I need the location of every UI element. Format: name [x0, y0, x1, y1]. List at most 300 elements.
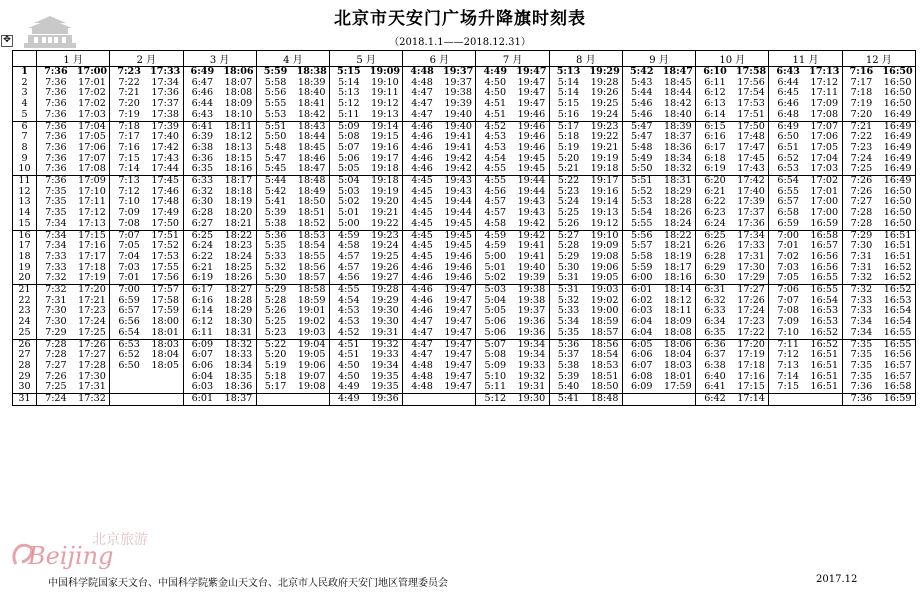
flag-lowering-time: 18:55: [294, 252, 329, 263]
flag-lowering-time: 19:02: [587, 296, 622, 307]
flag-lowering-time: 19:30: [368, 317, 403, 328]
flag-lowering-time: 18:45: [294, 143, 329, 154]
flag-raising-time: 6:09: [630, 382, 653, 393]
flag-lowering-time: 18:36: [221, 382, 256, 393]
flag-raising-time: 5:05: [338, 164, 360, 175]
flag-lowering-time: 16:51: [880, 241, 915, 252]
flag-lowering-time: 18:37: [221, 394, 256, 406]
flag-lowering-time: 18:26: [661, 208, 696, 219]
flag-raising-time: 7:23: [850, 142, 873, 153]
flag-raising-time: 7:30: [850, 241, 873, 252]
flag-lowering-time: 19:22: [587, 132, 622, 143]
flag-raising-time: 7:36: [45, 109, 67, 120]
flag-raising-time: 4:55: [476, 176, 514, 187]
table-row: [13, 382, 916, 393]
flag-raising-time: 5:36: [549, 339, 587, 350]
flag-lowering-time: 16:56: [807, 252, 842, 263]
month-header-12: 12 月: [842, 51, 915, 67]
flag-lowering-time: 18:03: [148, 339, 183, 350]
flag-lowering-time: 18:24: [221, 252, 256, 263]
flag-raising-time: 7:22: [118, 77, 140, 88]
flag-raising-time: 4:47: [411, 327, 433, 338]
flag-lowering-time: 18:47: [294, 164, 329, 175]
flag-lowering-time: 17:33: [734, 241, 769, 252]
flag-lowering-time: 19:17: [587, 176, 622, 187]
flag-lowering-time: 18:30: [221, 317, 256, 328]
flag-raising-time: 7:36: [45, 132, 67, 143]
table-row: [13, 241, 916, 252]
flag-raising-time: 6:05: [622, 339, 660, 350]
flag-lowering-time: 17:39: [734, 197, 769, 208]
flag-lowering-time: 17:37: [148, 99, 183, 110]
flag-lowering-time: 18:01: [661, 372, 696, 383]
flag-raising-time: 6:22: [191, 251, 214, 262]
flag-raising-time: 7:07: [110, 230, 148, 241]
flag-raising-time: 7:16: [842, 67, 880, 78]
flag-raising-time: 4:46: [411, 273, 433, 284]
flag-lowering-time: 17:24: [75, 317, 110, 328]
flag-lowering-time: [148, 382, 183, 393]
flag-lowering-time: 18:46: [294, 154, 329, 165]
flag-lowering-time: 18:34: [221, 361, 256, 372]
flag-lowering-time: 18:42: [294, 110, 329, 121]
flag-lowering-time: 19:36: [368, 394, 403, 406]
flag-lowering-time: 18:10: [221, 110, 256, 121]
flag-lowering-time: 17:59: [661, 382, 696, 393]
flag-raising-time: 5:52: [630, 186, 653, 197]
table-row: [13, 197, 916, 208]
flag-raising-time: 5:45: [264, 164, 287, 175]
flag-lowering-time: 18:09: [221, 99, 256, 110]
flag-lowering-time: 19:36: [514, 317, 549, 328]
flag-raising-time: 6:20: [696, 176, 734, 187]
flag-lowering-time: 19:21: [368, 208, 403, 219]
flag-raising-time: 7:03: [118, 262, 140, 273]
flag-lowering-time: 18:17: [221, 176, 256, 187]
flag-raising-time: 5:00: [338, 218, 360, 229]
month-header-3: 3 月: [183, 51, 256, 67]
flag-lowering-time: 18:06: [221, 67, 256, 78]
flag-raising-time: 6:49: [769, 121, 807, 132]
flag-lowering-time: 17:22: [734, 328, 769, 339]
flag-lowering-time: 19:29: [368, 296, 403, 307]
flag-lowering-time: 18:41: [294, 99, 329, 110]
flag-lowering-time: 17:13: [807, 67, 842, 78]
flag-raising-time: 4:56: [484, 186, 507, 197]
flag-lowering-time: 18:35: [221, 372, 256, 383]
flag-raising-time: 5:44: [256, 176, 294, 187]
flag-lowering-time: 19:47: [441, 382, 476, 393]
flag-raising-time: 6:37: [704, 350, 726, 361]
flag-raising-time: 6:17: [704, 142, 726, 153]
flag-raising-time: 5:53: [264, 109, 287, 120]
flag-raising-time: 4:47: [411, 88, 433, 99]
flag-lowering-time: 17:57: [148, 285, 183, 296]
flag-lowering-time: 19:40: [514, 263, 549, 274]
flag-lowering-time: 17:03: [75, 110, 110, 121]
flag-lowering-time: 17:11: [807, 88, 842, 99]
flag-lowering-time: 18:29: [221, 306, 256, 317]
table-row: [13, 306, 916, 317]
flag-lowering-time: 19:47: [441, 285, 476, 296]
flag-lowering-time: 17:09: [75, 176, 110, 187]
flag-lowering-time: 18:22: [661, 230, 696, 241]
day-number: 2: [13, 78, 37, 89]
flag-raising-time: 5:37: [557, 350, 580, 361]
flag-lowering-time: 19:17: [368, 154, 403, 165]
flag-raising-time: 5:01: [338, 208, 360, 219]
flag-lowering-time: 17:10: [75, 187, 110, 198]
flag-lowering-time: 18:32: [221, 339, 256, 350]
flag-lowering-time: 19:36: [514, 328, 549, 339]
flag-raising-time: 6:15: [696, 121, 734, 132]
flag-raising-time: 5:28: [264, 295, 287, 306]
flag-lowering-time: 16:55: [807, 273, 842, 284]
flag-raising-time: 5:08: [484, 350, 507, 361]
flag-raising-time: 5:00: [484, 251, 507, 262]
flag-lowering-time: 16:58: [807, 230, 842, 241]
flag-raising-time: 7:36: [850, 382, 873, 393]
flag-lowering-time: 16:55: [807, 285, 842, 296]
flag-lowering-time: 17:21: [75, 296, 110, 307]
flag-raising-time: 4:54: [484, 153, 507, 164]
flag-raising-time: 5:13: [549, 67, 587, 78]
day-number: 26: [13, 339, 37, 350]
flag-raising-time: 4:47: [411, 109, 433, 120]
flag-raising-time: 7:28: [37, 339, 75, 350]
flag-lowering-time: 16:49: [880, 121, 915, 132]
flag-raising-time: 7:30: [45, 306, 67, 317]
flag-raising-time: 6:46: [191, 88, 214, 99]
flag-lowering-time: 18:29: [661, 187, 696, 198]
flag-raising-time: 7:10: [118, 197, 140, 208]
flag-raising-time: 4:45: [411, 251, 433, 262]
flag-raising-time: 5:56: [264, 88, 287, 99]
flag-lowering-time: 19:10: [368, 78, 403, 89]
table-row: [13, 154, 916, 165]
flag-raising-time: 5:51: [622, 176, 660, 187]
flag-raising-time: 5:15: [557, 99, 580, 110]
flag-raising-time: 6:33: [704, 306, 726, 317]
publish-date: 2017.12: [816, 574, 858, 585]
flag-raising-time: 7:36: [45, 99, 67, 110]
flag-raising-time: 5:24: [557, 197, 580, 208]
flag-raising-time: 6:14: [191, 306, 214, 317]
flag-raising-time: 4:53: [338, 306, 360, 317]
flag-lowering-time: 17:51: [734, 110, 769, 121]
flag-raising-time: 6:44: [777, 77, 799, 88]
flag-lowering-time: 18:57: [587, 328, 622, 339]
flag-lowering-time: 18:42: [661, 99, 696, 110]
table-row: [13, 252, 916, 263]
month-header-1: 1 月: [37, 51, 110, 67]
flag-lowering-time: [661, 394, 696, 406]
flag-raising-time: 6:50: [777, 132, 799, 143]
flag-lowering-time: 17:56: [734, 78, 769, 89]
flag-lowering-time: [148, 372, 183, 383]
flag-lowering-time: 19:43: [514, 197, 549, 208]
table-row: [13, 339, 916, 350]
flag-lowering-time: 16:49: [880, 154, 915, 165]
flag-lowering-time: 17:59: [148, 306, 183, 317]
flag-raising-time: 6:36: [696, 339, 734, 350]
flag-lowering-time: 18:11: [221, 121, 256, 132]
flag-lowering-time: 18:22: [221, 230, 256, 241]
flag-raising-time: 7:36: [842, 394, 880, 406]
flag-lowering-time: 17:02: [75, 88, 110, 99]
flag-lowering-time: 19:38: [441, 88, 476, 99]
flag-raising-time: 5:47: [264, 153, 287, 164]
flag-raising-time: 7:20: [850, 109, 873, 120]
day-number: 17: [13, 241, 37, 252]
flag-lowering-time: 17:28: [75, 361, 110, 372]
flag-raising-time: 4:51: [338, 350, 360, 361]
flag-raising-time: 4:49: [476, 67, 514, 78]
flag-lowering-time: 19:16: [587, 187, 622, 198]
flag-raising-time: 4:50: [484, 77, 507, 88]
flag-lowering-time: 16:51: [880, 230, 915, 241]
month-header-4: 4 月: [256, 51, 329, 67]
flag-lowering-time: 17:18: [734, 361, 769, 372]
flag-raising-time: 7:03: [777, 262, 799, 273]
flag-lowering-time: 17:00: [807, 208, 842, 219]
flag-raising-time: 7:26: [842, 176, 880, 187]
flag-raising-time: 6:52: [777, 153, 799, 164]
flag-lowering-time: 17:20: [75, 285, 110, 296]
flag-raising-time: 5:12: [338, 99, 360, 110]
flag-lowering-time: 17:12: [75, 208, 110, 219]
flag-lowering-time: 19:09: [368, 67, 403, 78]
flag-lowering-time: 19:45: [514, 154, 549, 165]
flag-raising-time: 5:19: [264, 360, 287, 371]
flag-raising-time: 5:19: [557, 142, 580, 153]
flag-lowering-time: 16:52: [880, 285, 915, 296]
day-number: 30: [13, 382, 37, 393]
flag-raising-time: 6:52: [118, 350, 140, 361]
flag-raising-time: 6:32: [704, 295, 726, 306]
flag-raising-time: 6:33: [183, 176, 221, 187]
flag-raising-time: 5:11: [484, 382, 507, 393]
month-header-8: 8 月: [549, 51, 622, 67]
flag-raising-time: 5:53: [630, 197, 653, 208]
flag-raising-time: 5:35: [557, 327, 580, 338]
flag-lowering-time: 19:42: [441, 154, 476, 165]
flag-raising-time: 4:53: [484, 142, 507, 153]
flag-lowering-time: 18:40: [294, 88, 329, 99]
flag-raising-time: 6:07: [630, 360, 653, 371]
flag-lowering-time: 19:47: [441, 296, 476, 307]
flag-raising-time: 5:04: [484, 295, 507, 306]
table-row: [13, 67, 916, 78]
flag-lowering-time: 18:52: [294, 219, 329, 230]
flag-raising-time: 5:30: [264, 273, 287, 284]
flag-lowering-time: 17:43: [148, 154, 183, 165]
flag-raising-time: 4:47: [411, 317, 433, 328]
flag-lowering-time: 19:23: [587, 121, 622, 132]
day-number: 29: [13, 372, 37, 383]
day-number: 9: [13, 154, 37, 165]
flag-raising-time: 5:28: [557, 241, 580, 252]
flag-lowering-time: 16:56: [807, 263, 842, 274]
flag-raising-time: 7:24: [37, 394, 75, 406]
flag-raising-time: 5:25: [264, 317, 287, 328]
flag-lowering-time: 18:56: [587, 339, 622, 350]
table-row: [13, 394, 916, 406]
flag-raising-time: 4:47: [411, 350, 433, 361]
flag-raising-time: 5:40: [557, 382, 580, 393]
flag-lowering-time: 17:45: [148, 176, 183, 187]
flag-schedule-table: [12, 50, 916, 406]
flag-lowering-time: 16:53: [880, 296, 915, 307]
flag-raising-time: 7:04: [118, 251, 140, 262]
flag-lowering-time: 18:59: [294, 296, 329, 307]
flag-raising-time: 4:52: [338, 327, 360, 338]
flag-raising-time: 5:05: [484, 306, 507, 317]
flag-lowering-time: 18:07: [221, 78, 256, 89]
flag-raising-time: 6:59: [118, 295, 140, 306]
flag-raising-time: 7:20: [118, 99, 140, 110]
flag-raising-time: 4:45: [411, 186, 433, 197]
flag-raising-time: 5:58: [264, 77, 287, 88]
flag-raising-time: 5:59: [630, 262, 653, 273]
flag-lowering-time: 19:43: [441, 187, 476, 198]
flag-lowering-time: 16:51: [807, 350, 842, 361]
flag-lowering-time: 18:04: [148, 350, 183, 361]
page-title: 北京市天安门广场升降旗时刻表: [334, 9, 586, 29]
flag-raising-time: 6:21: [191, 262, 214, 273]
flag-lowering-time: 18:45: [661, 78, 696, 89]
flag-raising-time: 6:56: [118, 317, 140, 328]
flag-raising-time: 6:38: [704, 360, 726, 371]
flag-raising-time: 6:38: [191, 142, 214, 153]
flag-lowering-time: 19:47: [441, 361, 476, 372]
flag-lowering-time: 19:47: [441, 306, 476, 317]
flag-raising-time: 5:10: [484, 371, 507, 382]
flag-lowering-time: 19:40: [441, 121, 476, 132]
flag-raising-time: 7:34: [45, 241, 67, 252]
flag-raising-time: 5:32: [264, 262, 287, 273]
flag-raising-time: 4:53: [484, 132, 507, 143]
flag-lowering-time: 17:55: [148, 263, 183, 274]
flag-lowering-time: 16:57: [880, 372, 915, 383]
flag-raising-time: 4:58: [484, 218, 507, 229]
flag-lowering-time: 19:05: [587, 273, 622, 284]
flag-lowering-time: 19:18: [587, 164, 622, 175]
flag-raising-time: 7:28: [850, 208, 873, 219]
flag-lowering-time: 17:26: [734, 296, 769, 307]
flag-raising-time: 7:09: [118, 208, 140, 219]
flag-raising-time: 6:28: [191, 208, 214, 219]
flag-lowering-time: 19:47: [514, 99, 549, 110]
day-number: 15: [13, 219, 37, 230]
flag-raising-time: 6:43: [191, 109, 214, 120]
flag-raising-time: 7:11: [769, 339, 807, 350]
flag-lowering-time: 19:37: [514, 306, 549, 317]
day-number: 5: [13, 110, 37, 121]
flag-raising-time: 4:48: [411, 382, 433, 393]
flag-lowering-time: 19:31: [368, 328, 403, 339]
flag-raising-time: 7:28: [45, 350, 67, 361]
flag-lowering-time: 19:42: [441, 164, 476, 175]
flag-raising-time: 4:55: [484, 164, 507, 175]
flag-raising-time: 6:59: [777, 218, 799, 229]
flag-lowering-time: 19:35: [368, 382, 403, 393]
flag-raising-time: 7:36: [45, 77, 67, 88]
flag-lowering-time: 17:05: [807, 143, 842, 154]
flag-raising-time: 4:46: [411, 295, 433, 306]
day-number: 1: [13, 67, 37, 78]
flag-lowering-time: 19:33: [368, 350, 403, 361]
flag-raising-time: 4:51: [330, 339, 368, 350]
flag-lowering-time: 19:41: [441, 143, 476, 154]
flag-raising-time: 6:30: [704, 273, 726, 284]
day-header-cell: [13, 51, 37, 67]
day-number: 31: [13, 394, 37, 406]
flag-lowering-time: 17:54: [734, 88, 769, 99]
table-row: [13, 263, 916, 274]
flag-lowering-time: 18:15: [221, 154, 256, 165]
table-move-handle-icon[interactable]: ✥: [1, 35, 13, 47]
day-number: 18: [13, 252, 37, 263]
flag-lowering-time: 17:04: [75, 121, 110, 132]
flag-raising-time: 7:28: [850, 218, 873, 229]
flag-raising-time: 5:33: [557, 306, 580, 317]
flag-lowering-time: 18:13: [221, 143, 256, 154]
flag-lowering-time: 18:39: [661, 121, 696, 132]
table-row: [13, 208, 916, 219]
flag-lowering-time: 17:14: [734, 394, 769, 406]
flag-lowering-time: 19:28: [368, 285, 403, 296]
flag-lowering-time: 17:32: [75, 394, 110, 406]
flag-raising-time: 7:34: [850, 327, 873, 338]
flag-lowering-time: 19:47: [441, 317, 476, 328]
flag-raising-time: 7:33: [850, 306, 873, 317]
flag-lowering-time: 18:51: [587, 372, 622, 383]
flag-raising-time: 7:21: [842, 121, 880, 132]
flag-raising-time: 7:07: [777, 295, 799, 306]
flag-raising-time: 4:57: [484, 197, 507, 208]
month-header-6: 6 月: [403, 51, 476, 67]
flag-raising-time: 7:36: [45, 153, 67, 164]
flag-raising-time: 5:39: [264, 208, 287, 219]
flag-raising-time: 6:01: [622, 285, 660, 296]
flag-lowering-time: 18:21: [221, 219, 256, 230]
day-number: 6: [13, 121, 37, 132]
flag-lowering-time: 19:46: [514, 143, 549, 154]
day-number: 13: [13, 197, 37, 208]
flag-lowering-time: 19:00: [587, 306, 622, 317]
flag-lowering-time: 19:34: [514, 350, 549, 361]
flag-raising-time: 5:34: [557, 317, 580, 328]
flag-lowering-time: 18:33: [221, 350, 256, 361]
flag-raising-time: 7:17: [118, 132, 140, 143]
flag-lowering-time: 19:19: [368, 187, 403, 198]
flag-lowering-time: 16:50: [880, 67, 915, 78]
flag-lowering-time: 18:32: [661, 164, 696, 175]
flag-raising-time: 4:50: [338, 360, 360, 371]
flag-lowering-time: 17:53: [734, 99, 769, 110]
flag-lowering-time: 16:54: [807, 296, 842, 307]
flag-raising-time: 6:57: [118, 306, 140, 317]
flag-lowering-time: 19:45: [441, 230, 476, 241]
flag-lowering-time: 17:34: [734, 230, 769, 241]
flag-lowering-time: 18:36: [661, 143, 696, 154]
flag-raising-time: 5:22: [549, 176, 587, 187]
flag-lowering-time: 17:26: [75, 339, 110, 350]
flag-lowering-time: 17:19: [734, 350, 769, 361]
flag-lowering-time: 19:11: [368, 88, 403, 99]
flag-lowering-time: 16:57: [807, 241, 842, 252]
